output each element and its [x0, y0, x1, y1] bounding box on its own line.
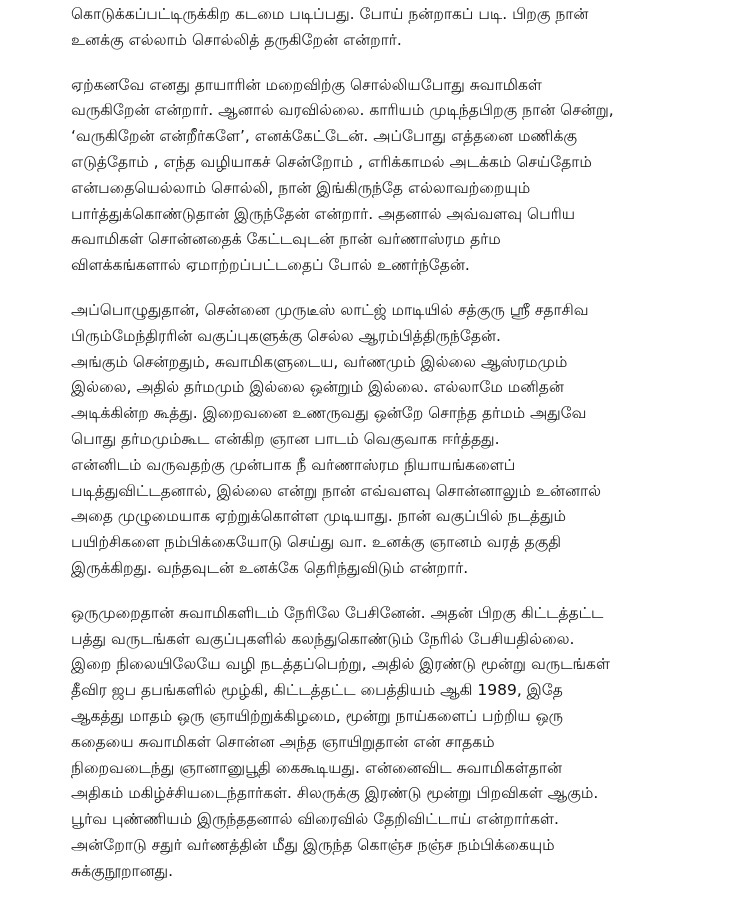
paragraph [71, 298, 731, 582]
text-line: இறை நிலையிலேயே வழி நடத்தப்பெற்று, அதில் இரண்டு மூன்று வருடங்கள் [71, 655, 610, 674]
text-line: உனக்கு எல்லாம் சொல்லித் தருகிறேன் என்றார். [71, 30, 402, 49]
paragraph [71, 2, 731, 54]
text-line: இருக்கிறது. வந்தவுடன் உனக்கே தெரிந்துவிடும் என்றார். [71, 558, 469, 577]
text-line: கதையை சுவாமிகள் சொன்ன அந்த ஞாயிறுதான் என் சாதகம் [71, 732, 495, 751]
text-line: பத்து வருடங்கள் வகுப்புகளில் கலந்துகொண்டும் நேரில் பேசியதில்லை. [71, 629, 575, 648]
paragraph [71, 601, 731, 885]
text-line: அதிகம் மகிழ்ச்சியடைந்தார்கள். சிலருக்கு இரண்டு மூன்று பிறவிகள் ஆகும். [71, 784, 599, 803]
paragraph-list [71, 2, 731, 885]
text-line: அதை முழுமையாக ஏற்றுக்கொள்ள முடியாது. நான் வகுப்பில் நடத்தும் [71, 507, 567, 526]
document-page [71, 2, 731, 904]
text-line: ‘வருகிறேன் என்றீர்களே’, எனக்கேட்டேன். அப்போது எத்தனை மணிக்கு [71, 127, 578, 146]
text-line: அன்றோடு சதுர் வர்ணத்தின் மீது இருந்த கொஞ்ச நஞ்ச நம்பிக்கையும் [71, 835, 555, 854]
text-line: வருகிறேன் என்றார். ஆனால் வரவில்லை. காரியம் முடிந்தபிறகு நான் சென்று, [71, 101, 614, 120]
text-line: கொடுக்கப்பட்டிருக்கிற கடமை படிப்பது. போய் நன்றாகப் படி. பிறகு நான் [71, 5, 589, 23]
text-line: ஏற்கனவே எனது தாயாரின் மறைவிற்கு சொல்லியபோது சுவாமிகள் [71, 75, 542, 94]
text-line: அப்பொழுதுதான், சென்னை முருடீஸ் லாட்ஜ் மாடியில் சத்குரு ஸ்ரீ சதாசிவ [71, 300, 589, 319]
text-line: பிரும்மேந்திரரின் வகுப்புகளுக்கு செல்ல ஆரம்பித்திருந்தேன். [71, 326, 501, 345]
text-line: என்னிடம் வருவதற்கு முன்பாக நீ வர்ணாஸ்ரம நியாயங்களைப் [71, 455, 516, 474]
text-line: தீவிர ஜப தபங்களில் மூழ்கி, கிட்டத்தட்ட பைத்தியம் ஆகி 1989, இதே [71, 681, 563, 700]
text-line: அங்கும் சென்றதும், சுவாமிகளுடைய, வர்ணமும் இல்லை ஆஸ்ரமமும் [71, 352, 568, 371]
text-line: விளக்கங்களால் ஏமாற்றப்பட்டதைப் போல் உணர்ந்தேன். [71, 256, 470, 275]
text-line: அடிக்கின்ற கூத்து. இறைவனை உணருவது ஒன்றே சொந்த தர்மம் அதுவே [71, 404, 587, 423]
text-line: சுவாமிகள் சொன்னதைக் கேட்டவுடன் நான் வர்ணாஸ்ரம தர்ம [71, 230, 501, 249]
text-line: நிறைவடைந்து ஞானானுபூதி கைகூடியது. என்னைவிட சுவாமிகள்தான் [71, 758, 562, 777]
text-line: பயிற்சிகளை நம்பிக்கையோடு செய்து வா. உனக்கு ஞானம் வரத் தகுதி [71, 533, 562, 552]
text-line: பார்த்துக்கொண்டுதான் இருந்தேன் என்றார். அதனால் அவ்வளவு பெரிய [71, 204, 576, 223]
text-line: படித்துவிட்டதனால், இல்லை என்று நான் எவ்வளவு சொன்னாலும் உன்னால் [71, 481, 601, 500]
text-line: ஒருமுறைதான் சுவாமிகளிடம் நேரிலே பேசினேன். அதன் பிறகு கிட்டத்தட்ட [71, 603, 604, 622]
text-line: இல்லை, அதில் தர்மமும் இல்லை ஒன்றும் இல்லை. எல்லாமே மனிதன் [71, 378, 564, 397]
text-line: எடுத்தோம் , எந்த வழியாகச் சென்றோம் , எரிக்காமல் அடக்கம் செய்தோம் [71, 152, 592, 171]
text-line: பொது தர்மமும்கூட என்கிற ஞான பாடம் வெகுவாக ஈர்த்தது. [71, 429, 500, 448]
paragraph [71, 73, 731, 279]
text-line: பூர்வ புண்ணியம் இருந்ததனால் விரைவில் தேறிவிட்டாய் என்றார்கள். [71, 810, 559, 829]
text-line: சுக்குநூறானது. [71, 861, 174, 880]
text-line: என்பதையெல்லாம் சொல்லி, நான் இங்கிருந்தே எல்லாவற்றையும் [71, 178, 531, 197]
text-line: ஆகத்து மாதம் ஒரு ஞாயிற்றுக்கிழமை, மூன்று நாய்களைப் பற்றிய ஒரு [71, 706, 564, 725]
